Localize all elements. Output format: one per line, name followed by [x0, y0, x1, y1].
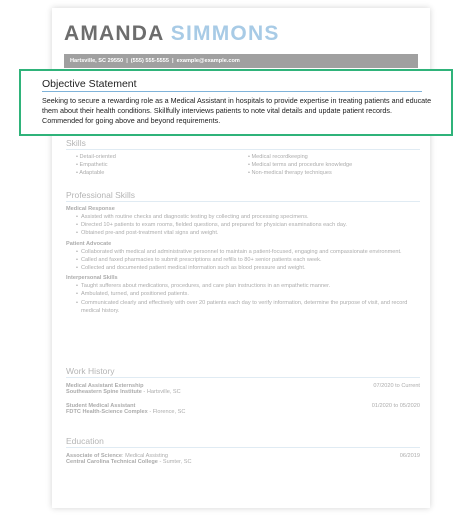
education-title: Education [66, 436, 420, 448]
bullet-item: • Taught sufferers about medications, procedures, and care plan instructions in an empathetic manner. [76, 282, 420, 290]
bullet-item: • Collected and documented patient medical information such as blood pressure and weight. [76, 264, 420, 272]
skill-item: • Medical recordkeeping [248, 154, 420, 160]
professional-skills-title: Professional Skills [66, 190, 420, 202]
job-location: - Hartsville, SC [143, 389, 181, 395]
contact-separator: | [126, 58, 128, 64]
skill-item: • Non-medical therapy techniques [248, 170, 420, 176]
contact-separator: | [172, 58, 174, 64]
skills-title: Skills [66, 138, 420, 150]
job-dates: 07/2020 to Current [373, 383, 420, 389]
school-name: Central Carolina Technical College [66, 459, 158, 465]
degree: Associate of Science [66, 453, 122, 459]
work-history-section [66, 366, 420, 415]
job-employer: Southeastern Spine Institute [66, 389, 142, 395]
skill-item: • Detail-oriented [76, 154, 248, 160]
bullet-item: • Directed 10+ patients to exam rooms, fielded questions, and prepared for physician examinations each day. [76, 221, 420, 229]
objective-highlight-box [19, 69, 453, 136]
job-employer-line [66, 389, 420, 395]
professional-skills-section [66, 190, 420, 315]
skill-group-title: Interpersonal Skills [66, 275, 118, 282]
bullet-item: • Assisted with routine checks and diagnostic testing by collecting and processing specimens. [76, 213, 420, 221]
job-employer-line [66, 409, 420, 415]
bullet-item: • Called and faxed pharmacies to submit prescriptions and refills to 80+ senior patients each week. [76, 256, 420, 264]
skill-group-title: Patient Advocate [66, 240, 112, 247]
bullet-item: • Ambulated, turned, and positioned patients. [76, 290, 420, 298]
degree-field: : Medical Assisting [121, 453, 168, 459]
last-name: SIMMONS [170, 22, 280, 45]
bullet-item: • Collaborated with medical and administrative personnel to maintain a patient-focused, engaging and compassionate environment. [76, 248, 420, 256]
skill-group-bullets [66, 282, 420, 315]
skill-group-bullets [66, 248, 420, 273]
job-dates: 01/2020 to 05/2020 [371, 403, 420, 409]
bullet-item: • Communicated clearly and effectively with over 20 patients each day to verify information, determine the purpose of visit, and record medical history. [76, 299, 420, 315]
candidate-name [64, 22, 280, 46]
first-name: AMANDA [64, 22, 164, 45]
skill-group-bullets [66, 213, 420, 238]
contact-phone: (555) 555-5555 [130, 58, 170, 64]
contact-email: example@example.com [176, 58, 240, 64]
school-line [66, 459, 420, 465]
bullet-item: • Obtained pre-and post-treatment vital signs and weight. [76, 229, 420, 237]
job-role: Student Medical Assistant [66, 403, 136, 409]
contact-bar [64, 54, 418, 68]
skills-section [66, 138, 420, 176]
skill-item: • Medical terms and procedure knowledge [248, 162, 420, 168]
job-location: - Florence, SC [149, 409, 186, 415]
school-location: - Sumter, SC [159, 459, 192, 465]
job-role: Medical Assistant Externship [66, 383, 144, 389]
work-history-title: Work History [66, 366, 420, 378]
job-employer: FDTC Health-Science Complex [66, 409, 148, 415]
objective-title: Objective Statement [42, 78, 422, 92]
skill-item: • Empathetic [76, 162, 248, 168]
education-section [66, 436, 420, 465]
skill-item: • Adaptable [76, 170, 248, 176]
skills-list [66, 154, 420, 176]
contact-address: Hartsville, SC 29550 [70, 58, 124, 64]
skill-group-title: Medical Response [66, 206, 115, 212]
education-date: 06/2019 [399, 453, 420, 459]
objective-text: Seeking to secure a rewarding role as a Medical Assistant in hospitals to provide expertise in treating patients and educate them about their health conditions. Skillfully interviews patients to note vital details and update patient records. Commended for going above and beyond requirements. [42, 96, 432, 125]
